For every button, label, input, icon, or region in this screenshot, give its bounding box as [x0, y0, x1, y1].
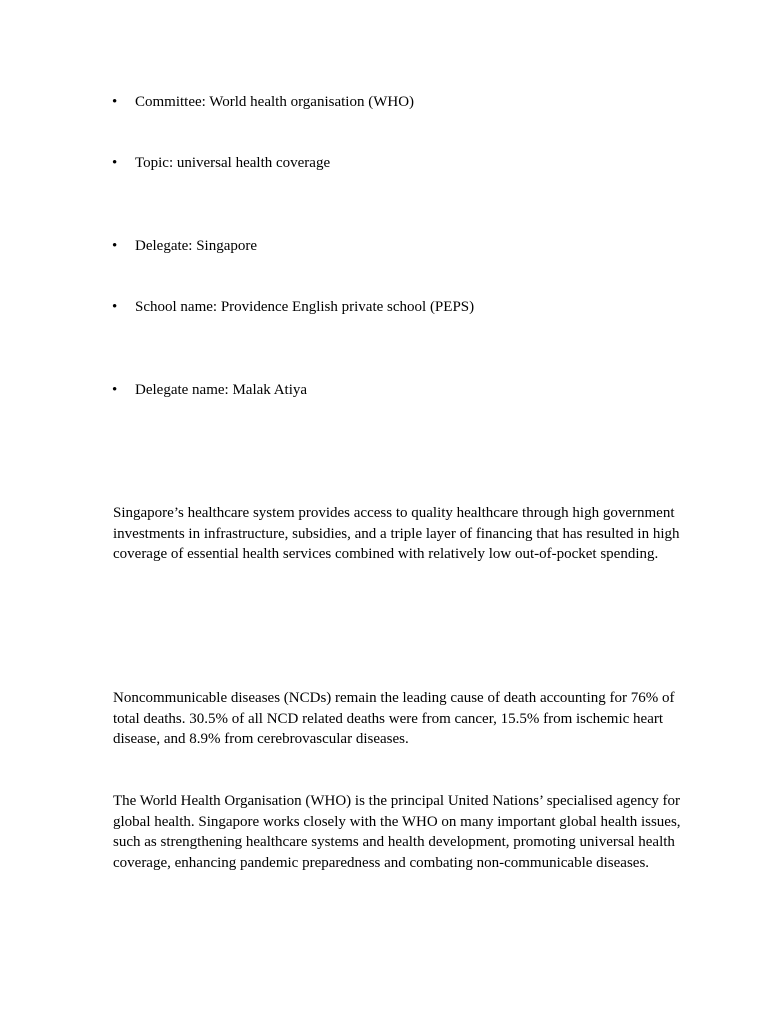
paragraph-who: The World Health Organisation (WHO) is the principal United Nations’ specialised agency for global health. Singapore works closely with the WHO on many important global health issues, such as strengthening healthcare systems and health development, promoting universal health coverage, enhancing pandemic preparedness and combating non-communicable diseases. [113, 793, 681, 871]
bullet-topic-text: Topic: universal health coverage [135, 155, 331, 171]
bullet-glyph: • [112, 155, 118, 171]
bullet-delegate-name-text: Delegate name: Malak Atiya [135, 382, 308, 398]
bullet-glyph: • [112, 382, 118, 398]
paragraph-healthcare-system: Singapore’s healthcare system provides access to quality healthcare through high government investments in infrastructure, subsidies, and a triple layer of financing that has resulted in high coverage of essential health services combined with relatively low out-of-pocket spending. [113, 505, 680, 562]
bullet-glyph: • [112, 238, 118, 254]
bullet-delegate-text: Delegate: Singapore [135, 238, 258, 254]
bullet-committee-text: Committee: World health organisation (WHO) [135, 94, 415, 110]
bullet-glyph: • [112, 299, 118, 315]
bullet-glyph: • [112, 94, 118, 110]
bullet-school-name-text: School name: Providence English private school (PEPS) [135, 299, 475, 315]
paragraph-ncds: Noncommunicable diseases (NCDs) remain the leading cause of death accounting for 76% of total deaths. 30.5% of all NCD related deaths were from cancer, 15.5% from ischemic heart disease, and 8.9% from cerebrovascular diseases. [113, 690, 675, 747]
